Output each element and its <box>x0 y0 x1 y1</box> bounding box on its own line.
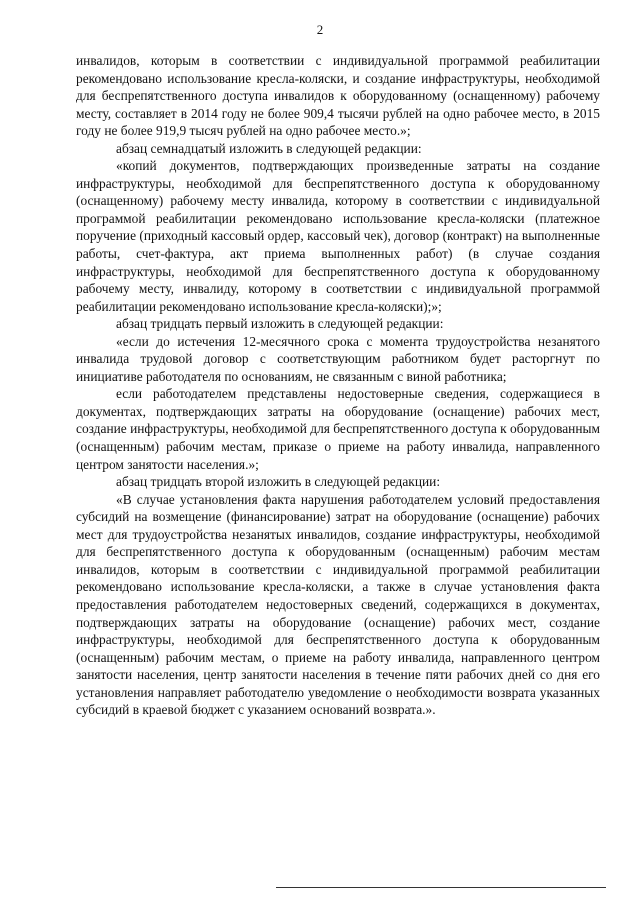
paragraph-6: если работодателем представлены недостоверные сведения, содержащиеся в документах, подтверждающих затраты на оборудование (оснащение) рабочих мест, создание инфраструктуры, необходимой для беспрепятственного доступа к оборудованным (оснащенным) рабочим местам, приказе о приеме на работу инвалида, направленного центром занятости населения.»; <box>76 386 600 472</box>
page-number: 2 <box>316 22 324 37</box>
paragraph-4: абзац тридцать первый изложить в следующей редакции: <box>116 316 444 332</box>
paragraph-2: абзац семнадцатый изложить в следующей редакции: <box>116 140 422 156</box>
document-body <box>76 52 600 719</box>
paragraph-1: инвалидов, которым в соответствии с индивидуальной программой реабилитации рекомендовано использование кресла-коляски, и создание инфраструктуры, необходимой для беспрепятственного доступа инвалидов к оборудованному (оснащенному) рабочему месту, составляет в 2014 году не более 909,4 тысячи рублей на одно рабочее место, в 2015 году не более 919,9 тысяч рублей на одно рабочее место.»; <box>76 53 600 139</box>
paragraph-8: «В случае установления факта нарушения работодателем условий предоставления субсидий на возмещение (финансирование) затрат на оборудование (оснащение) рабочих мест для трудоустройства незанятых инвалидов, создание инфраструктуры, необходимой для беспрепятственного доступа к оборудованным (оснащенным) рабочим местам инвалидов, которым в соответствии с индивидуальной программой реабилитации рекомендовано использование кресла-коляски, а также в случае установления факта предоставления работодателем недостоверных сведений, содержащихся в документах, подтверждающих затраты на оборудование (оснащение) рабочих мест, создание инфраструктуры, необходимой для беспрепятственного доступа к оборудованным (оснащенным) рабочим местам, о приеме на работу инвалида, направленного центром занятости населения, центр занятости населения в течение пяти рабочих дней со дня его установления направляет работодателю уведомление о необходимости возврата указанных субсидий в краевой бюджет с указанием оснований возврата.». <box>76 491 600 718</box>
paragraph-7: абзац тридцать второй изложить в следующей редакции: <box>116 474 441 490</box>
paragraph-5: «если до истечения 12-месячного срока с момента трудоустройства незанятого инвалида трудовой договор с соответствующим работником будет расторгнут по инициативе работодателя по основаниям, не связанным с виной работника; <box>76 333 600 384</box>
footer-divider <box>276 887 606 888</box>
paragraph-3: «копий документов, подтверждающих произведенные затраты на создание инфраструктуры, необходимой для беспрепятственного доступа к оборудованному (оснащенному) рабочему месту инвалида, которому в соответствии с индивидуальной программой реабилитации рекомендовано использование кресла-коляски (платежное поручение (приходный кассовый ордер, кассовый чек), договор (контракт) на выполненные работы, счет-фактура, акт приема выполненных работ) (в случае создания инфраструктуры, необходимой для беспрепятственного доступа к оборудованному рабочему месту, инвалиду, которому в соответствии с индивидуальной программой реабилитации рекомендовано использование кресла-коляски);»; <box>76 158 600 314</box>
